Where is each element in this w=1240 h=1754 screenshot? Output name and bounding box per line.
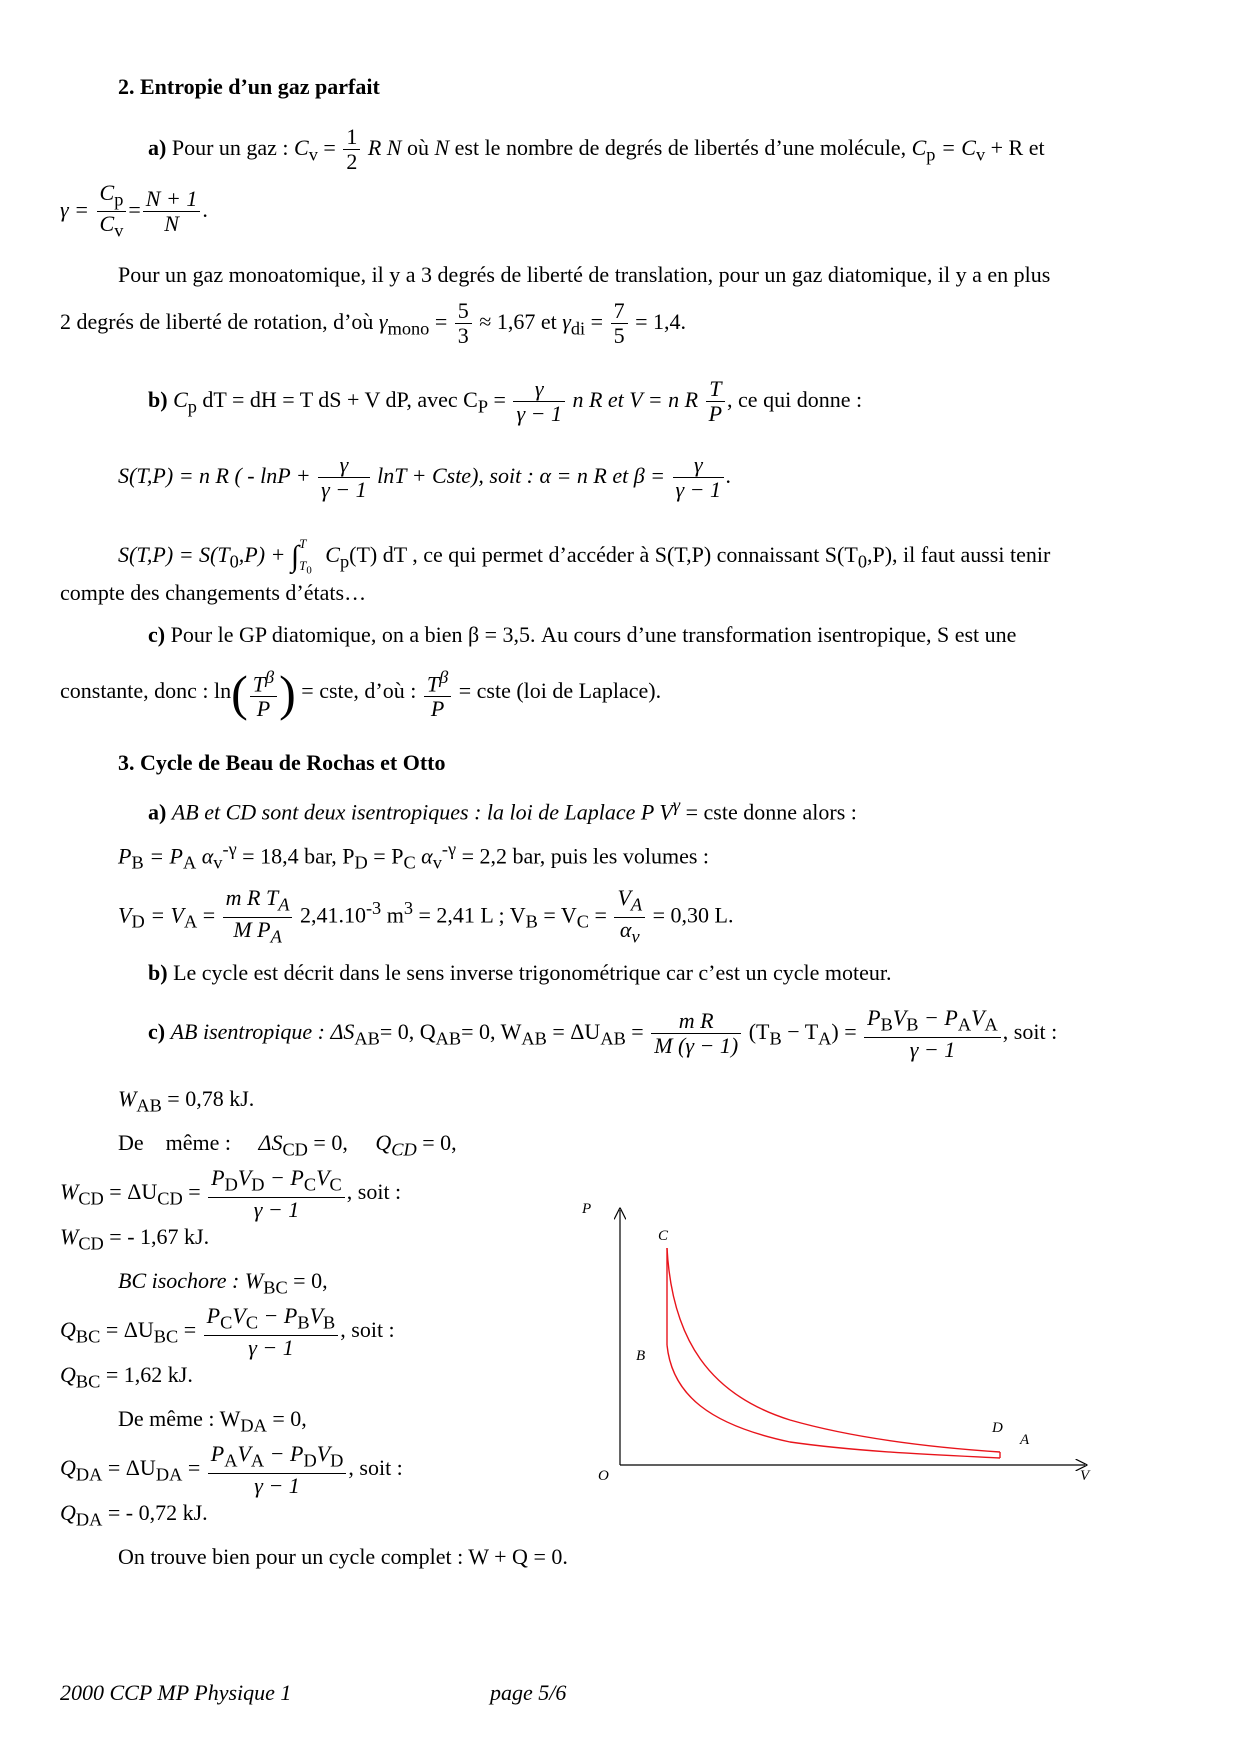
point-d-label: D (992, 1420, 1003, 1436)
qbc-formula: $Q_{BC} = \Delta U_{BC}$ = $\frac{P_CV_C - P_BV_B}{\gamma - 1}$ , soit : (60, 1303, 395, 1360)
footer-left: 2000 CCP MP Physique 1 (60, 1680, 292, 1705)
paragraph-2b: b) $C_p$ dT = dH = T dS + V dP, avec $C_P$ = $\frac{\gamma}{\gamma - 1}$ n R et V = n R $\frac{T}{P}$ , ce qui donne : (148, 376, 863, 427)
section-2-title: 2. Entropie d’un gaz parfait (118, 74, 380, 99)
paragraph-mono-line2: 2 degrés de liberté de rotation, d’où $\gamma_{mono}$ = $\frac{5}{3}$ ≈ 1,67 et $\gamma_{di}$ = $\frac{7}{5}$ = 1,4. (60, 298, 686, 349)
point-c-label: C (658, 1228, 669, 1244)
qbc-result: $Q_{BC} = 1,62$ kJ. (60, 1362, 193, 1392)
isentrope-cd (667, 1248, 1000, 1452)
bc-heading: BC isochore : $W_{BC} = 0$, (118, 1268, 328, 1298)
paragraph-3b: b) Le cycle est décrit dans le sens inverse trigonométrique car c’est un cycle moteur. (148, 960, 892, 985)
paragraph-mono-line1: Pour un gaz monoatomique, il y a 3 degrés de liberté de translation, pour un gaz diatomique, il y a en plus (118, 262, 1051, 287)
wcd-result: $W_{CD}$ = - 1,67 kJ. (60, 1224, 210, 1254)
wab-result: $W_{AB} = 0,78$ kJ. (118, 1086, 255, 1116)
qda-result: $Q_{DA}$ = - 0,72 kJ. (60, 1500, 208, 1530)
point-a-label: A (1020, 1432, 1030, 1448)
paragraph-3c: c) AB isentropique : $\Delta S_{AB}= 0$, $Q_{AB}= 0$, $W_{AB} = \Delta U_{AB}$ = $\frac{\text{m R}}{M (\gamma - 1)}$ $(T_B - T_A)$ = $\frac{P_BV_B - P_AV_A}{\gamma - 1}$ , soit : (148, 1005, 1058, 1062)
footer-page-number: page 5/6 (490, 1680, 567, 1705)
laplace-law: constante, donc : ln( $\frac{T^\beta}{P}$ ) = cste, d’où : $\frac{T^\beta}{P}$ = cste (loi de Laplace). (60, 664, 662, 722)
v-axis-label: V (1080, 1468, 1090, 1484)
pv-diagram (560, 1190, 1120, 1490)
entropy-integral-line2: compte des changements d’états… (60, 580, 367, 605)
pressures-line: $P_B = P_A$ $\alpha_v^{-\gamma} = 18,4$ bar, $P_D = P_C$ $\alpha_v^{-\gamma} = 2,2$ bar, puis les volumes : (118, 839, 710, 873)
paragraph-3a: a) AB et CD sont deux isentropiques : la loi de Laplace P $V^\gamma$ = cste donne alors : (148, 795, 857, 825)
entropy-integral: $S(T,P) = S(T_0,P)$ + ∫ T $T_0$ $C_p(T)$ dT , ce qui permet d’accéder à S(T,P) connaissant $S(T_0,P)$, il faut aussi tenir (118, 535, 1051, 577)
paragraph-2c: c) Pour le GP diatomique, on a bien β = 3,5. Au cours d’une transformation isentropique, S est une (148, 622, 1017, 647)
wcd-formula: $W_{CD} = \Delta U_{CD}$ = $\frac{P_DV_D - P_CV_C}{\gamma - 1}$ , soit : (60, 1165, 402, 1222)
gamma-definition: γ = $\frac{C_p}{C_v}$ = $\frac{N + 1}{N}$ . (60, 180, 208, 241)
cd-heading: De même : $\Delta S_{CD} = 0$, $Q_{CD} = 0$, (118, 1130, 457, 1160)
origin-label: O (598, 1468, 609, 1484)
isentrope-ab (667, 1345, 1000, 1458)
da-heading: De même : $W_{DA} = 0$, (118, 1406, 307, 1436)
section-3-title: 3. Cycle de Beau de Rochas et Otto (118, 750, 446, 775)
fraction-half: $\frac{1}{2}$ (343, 125, 360, 174)
point-b-label: B (636, 1348, 646, 1364)
final-statement: On trouve bien pour un cycle complet : W + Q = 0. (118, 1544, 568, 1569)
p-axis-label: P (582, 1201, 592, 1217)
volumes-line: $V_D = V_A$ = $\frac{m R T_A}{M P_A}$ $2,41.10^{-3}$ $m^3 = 2,41$ L ; $V_B = V_C$ = $\frac{V_A}{\alpha_v}$ = 0,30 L. (118, 885, 734, 947)
entropy-formula: S(T,P) = n R ( - lnP + $\frac{\gamma}{\gamma - 1}$ lnT + Cste), soit : α = n R et β = $\frac{\gamma}{\gamma - 1}$ . (118, 452, 732, 503)
qda-formula: $Q_{DA} = \Delta U_{DA}$ = $\frac{P_AV_A - P_DV_D}{\gamma - 1}$ , soit : (60, 1441, 403, 1498)
paragraph-2a: a) Pour un gaz : $C_v$ = $\frac{1}{2}$ R N où N est le nombre de degrés de libertés d’une molécule, $C_p = C_v + R$ et (148, 124, 1045, 175)
